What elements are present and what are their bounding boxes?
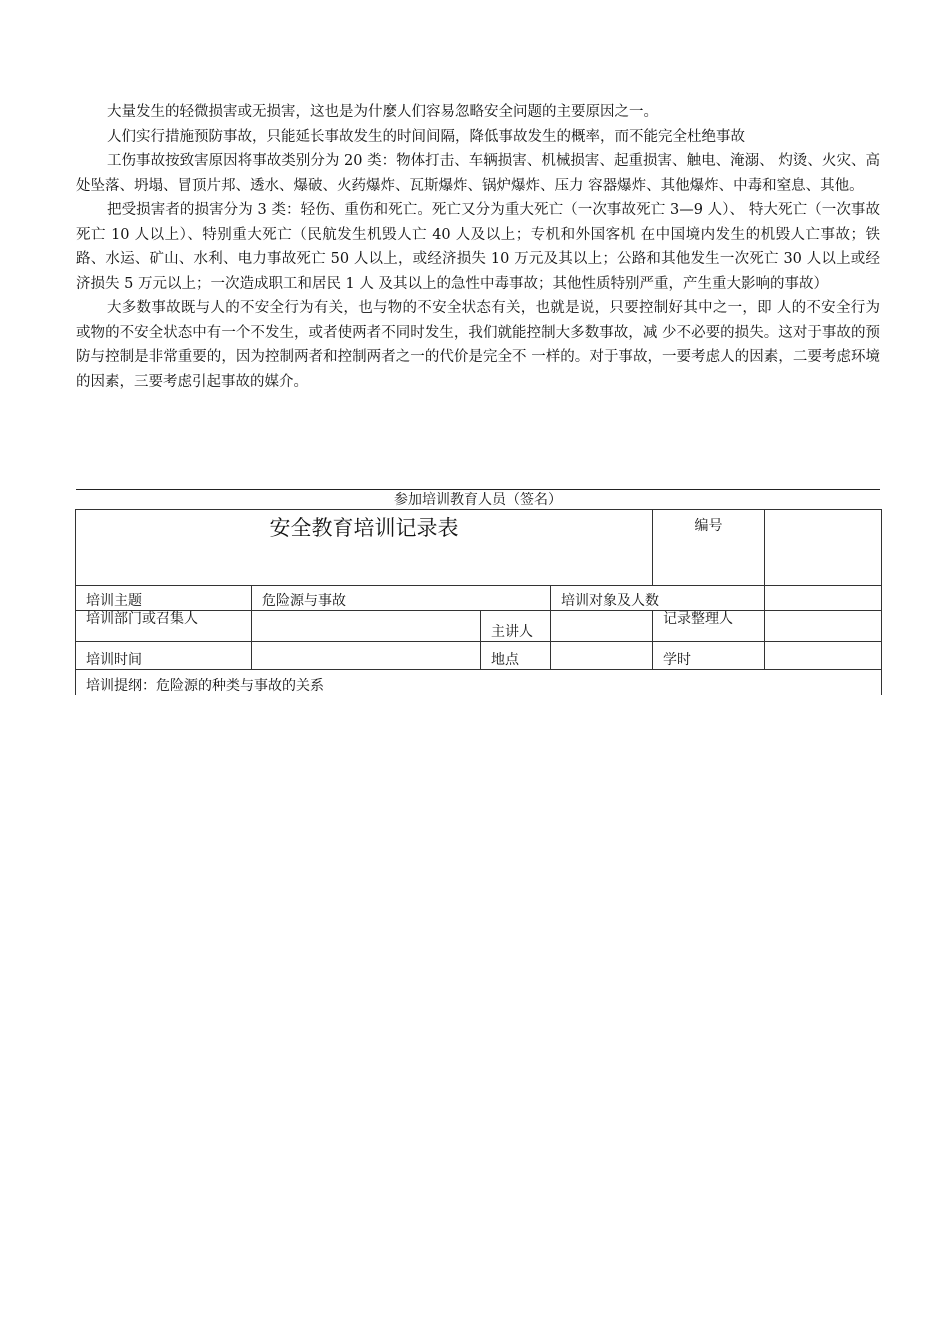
audience-label: 培训对象及人数 xyxy=(551,586,765,611)
time-row xyxy=(76,642,882,670)
topic-value: 危险源与事故 xyxy=(252,586,551,611)
paragraph: 大多数事故既与人的不安全行为有关，也与物的不安全状态有关，也就是说，只要控制好其中之一，即 人的不安全行为或物的不安全状态中有一个不发生，或者使两者不同时发生，我们就能控制大多数事故，减 少不必要的损失。这对于事故的预防与控制是非常重要的，因为控制两者和控制两者之一的代价是完全不 一样的。对于事故，一要考虑人的因素，二要考虑环境的因素，三要考虑引起事故的媒介。 xyxy=(76,300,880,390)
dept-row xyxy=(76,611,882,642)
serial-value[interactable] xyxy=(765,510,882,586)
serial-label: 编号 xyxy=(653,510,765,586)
hours-value[interactable] xyxy=(765,642,882,670)
dept-value[interactable] xyxy=(252,611,481,642)
paragraph: 人们实行措施预防事故，只能延长事故发生的时间间隔，降低事故发生的概率，而不能完全杜绝事故 xyxy=(107,128,745,145)
time-label: 培训时间 xyxy=(76,642,252,670)
lecturer-value[interactable] xyxy=(551,611,653,642)
topic-row xyxy=(76,586,882,611)
location-value[interactable] xyxy=(551,642,653,670)
form-title: 安全教育培训记录表 xyxy=(76,510,653,586)
recorder-value[interactable] xyxy=(765,611,882,642)
outline-row xyxy=(76,670,882,696)
paragraph: 工伤事故按致害原因将事故类别分为 20 类：物体打击、车辆损害、机械损害、起重损害、触电、淹溺、 灼烫、火灾、高处坠落、坍塌、冒顶片邦、透水、爆破、火药爆炸、瓦斯爆炸、锅炉爆炸、压力 容器爆炸、其他爆炸、中毒和窒息、其他。 xyxy=(76,153,880,194)
dept-label: 培训部门或召集人 xyxy=(76,611,252,642)
location-label: 地点 xyxy=(481,642,551,670)
paragraph: 把受损害者的损害分为 3 类：轻伤、重伤和死亡。死亡又分为重大死亡（一次事故死亡 3—9 人）、 特大死亡（一次事故死亡 10 人以上）、特别重大死亡（民航发生机毁人亡 40 人及以上；专机和外国客机 在中国境内发生的机毁人亡事故；铁路、水运、矿山、水利、电力事故死亡 50 人以上，或经济损失 10 万元及其以上；公路和其他发生一次死亡 30 人以上或经济损失 5 万元以上；一次造成职工和居民 1 人 及其以上的急性中毒事故；其他性质特别严重，产生重大影响的事故） xyxy=(76,202,880,292)
lecturer-label: 主讲人 xyxy=(481,611,551,642)
signature-label: 参加培训教育人员（签名） xyxy=(394,492,562,508)
title-row xyxy=(76,510,882,586)
paragraph: 大量发生的轻微损害或无损害，这也是为什麼人们容易忽略安全问题的主要原因之一。 xyxy=(107,104,658,120)
time-value[interactable] xyxy=(252,642,481,670)
outline-text: 培训提纲：危险源的种类与事故的关系 xyxy=(76,670,882,696)
recorder-label: 记录整理人 xyxy=(653,611,765,642)
divider-line xyxy=(76,489,880,490)
audience-value[interactable] xyxy=(765,586,882,611)
topic-label: 培训主题 xyxy=(76,586,252,611)
training-record-table xyxy=(75,509,882,695)
hours-label: 学时 xyxy=(653,642,765,670)
body-text xyxy=(76,100,880,394)
